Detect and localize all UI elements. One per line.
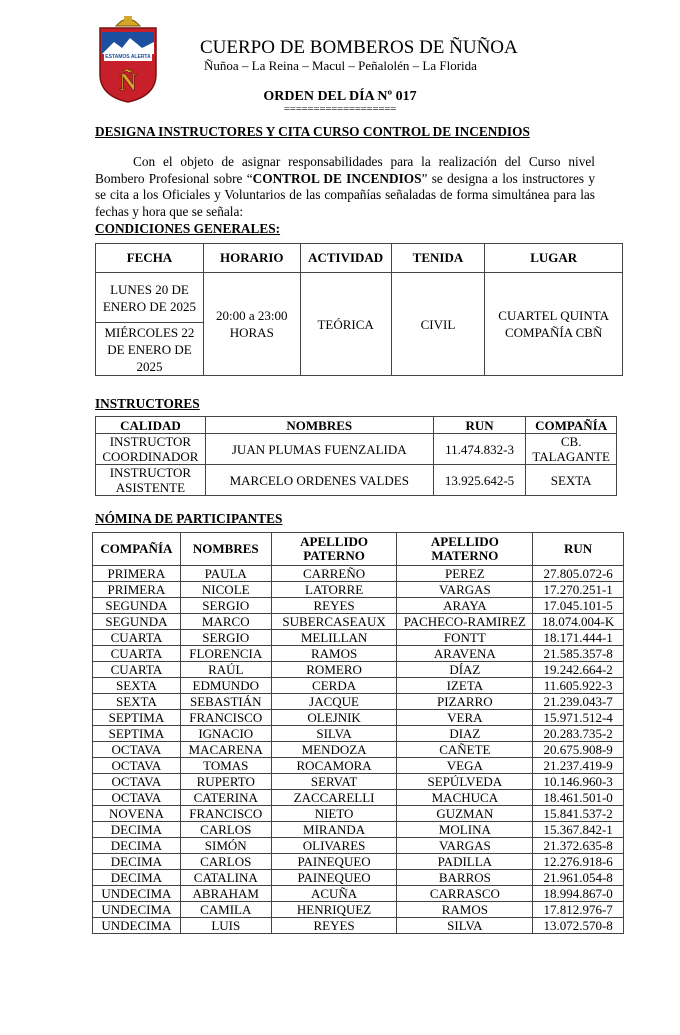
participant-maternal-surname: VERA	[397, 710, 533, 726]
intro-text-before: Con el objeto de asignar responsabilidades para la realización del Curso nivel Bombero Profesional sobre “	[95, 154, 595, 186]
participants-col-header: COMPAÑÍA	[93, 533, 181, 566]
table-row	[93, 726, 624, 742]
participant-run: 27.805.072-6	[533, 566, 624, 582]
table-row	[93, 886, 624, 902]
participant-paternal-surname: LATORRE	[271, 582, 397, 598]
participant-paternal-surname: SILVA	[271, 726, 397, 742]
participants-col-header: NOMBRES	[180, 533, 271, 566]
conditions-table	[95, 243, 623, 376]
instructors-col-header: COMPAÑÍA	[526, 417, 617, 434]
participant-run: 10.146.960-3	[533, 774, 624, 790]
table-row	[93, 694, 624, 710]
table-row	[93, 854, 624, 870]
table-row	[93, 774, 624, 790]
participant-maternal-surname: DÍAZ	[397, 662, 533, 678]
participant-maternal-surname: IZETA	[397, 678, 533, 694]
participant-paternal-surname: HENRIQUEZ	[271, 902, 397, 918]
participant-paternal-surname: ROMERO	[271, 662, 397, 678]
document-heading: DESIGNA INSTRUCTORES Y CITA CURSO CONTROL DE INCENDIOS	[95, 124, 530, 139]
instructors-header-row	[96, 417, 617, 434]
schedule-cell: 20:00 a 23:00 HORAS	[203, 273, 300, 376]
participant-company: CUARTA	[93, 662, 181, 678]
instructors-col-header: RUN	[433, 417, 526, 434]
participant-first-name: TOMAS	[180, 758, 271, 774]
instructor-run: 13.925.642-5	[433, 465, 526, 496]
participant-company: OCTAVA	[93, 758, 181, 774]
participant-first-name: CATALINA	[180, 870, 271, 886]
participant-company: CUARTA	[93, 646, 181, 662]
participant-maternal-surname: PACHECO-RAMIREZ	[397, 614, 533, 630]
participant-maternal-surname: MOLINA	[397, 822, 533, 838]
participant-paternal-surname: PAINEQUEO	[271, 870, 397, 886]
table-row	[93, 758, 624, 774]
date-cell: MIÉRCOLES 22 DE ENERO DE 2025	[96, 323, 204, 376]
participants-col-header: APELLIDO PATERNO	[271, 533, 397, 566]
intro-text-after: ” se designa a los instructores y se cita a los Oficiales y Voluntarios de las compañías señaladas de forma simultánea para las fechas y hora que se señala:	[95, 170, 595, 219]
table-row	[93, 678, 624, 694]
participant-first-name: FLORENCIA	[180, 646, 271, 662]
participant-first-name: SERGIO	[180, 630, 271, 646]
participant-company: SEPTIMA	[93, 710, 181, 726]
participant-run: 18.461.501-0	[533, 790, 624, 806]
org-name: CUERPO DE BOMBEROS DE ÑUÑOA	[200, 37, 518, 58]
attire-cell: CIVIL	[391, 273, 485, 376]
participant-paternal-surname: MENDOZA	[271, 742, 397, 758]
participant-maternal-surname: ARAVENA	[397, 646, 533, 662]
participant-paternal-surname: SERVAT	[271, 774, 397, 790]
participant-company: PRIMERA	[93, 566, 181, 582]
participant-company: UNDECIMA	[93, 918, 181, 934]
participant-first-name: SIMÓN	[180, 838, 271, 854]
participant-first-name: EDMUNDO	[180, 678, 271, 694]
instructor-role: INSTRUCTOR ASISTENTE	[96, 465, 206, 496]
participant-run: 15.367.842-1	[533, 822, 624, 838]
table-row	[93, 710, 624, 726]
intro-course: CONTROL DE INCENDIOS	[252, 170, 422, 186]
participant-maternal-surname: CARRASCO	[397, 886, 533, 902]
participant-run: 21.239.043-7	[533, 694, 624, 710]
table-row	[93, 838, 624, 854]
participant-first-name: CARLOS	[180, 854, 271, 870]
participant-run: 18.994.867-0	[533, 886, 624, 902]
participant-paternal-surname: MIRANDA	[271, 822, 397, 838]
participant-company: SEGUNDA	[93, 614, 181, 630]
participant-maternal-surname: SILVA	[397, 918, 533, 934]
participant-company: UNDECIMA	[93, 902, 181, 918]
participant-paternal-surname: CARREÑO	[271, 566, 397, 582]
org-communes: Ñuñoa – La Reina – Macul – Peñalolén – La Florida	[204, 58, 477, 73]
order-title: ORDEN DEL DÍA Nº 017	[263, 89, 417, 104]
participant-run: 17.045.101-5	[533, 598, 624, 614]
participant-first-name: MARCO	[180, 614, 271, 630]
participant-first-name: ABRAHAM	[180, 886, 271, 902]
participant-company: CUARTA	[93, 630, 181, 646]
participant-paternal-surname: CERDA	[271, 678, 397, 694]
participant-paternal-surname: MELILLAN	[271, 630, 397, 646]
participant-company: OCTAVA	[93, 742, 181, 758]
instructors-col-header: CALIDAD	[96, 417, 206, 434]
participant-company: DECIMA	[93, 870, 181, 886]
table-row	[93, 662, 624, 678]
instructor-role: INSTRUCTOR COORDINADOR	[96, 434, 206, 465]
table-row	[93, 806, 624, 822]
participant-run: 17.812.976-7	[533, 902, 624, 918]
table-row	[93, 646, 624, 662]
participant-run: 18.171.444-1	[533, 630, 624, 646]
participant-run: 20.283.735-2	[533, 726, 624, 742]
participant-first-name: SERGIO	[180, 598, 271, 614]
participant-company: SEXTA	[93, 678, 181, 694]
participant-maternal-surname: PIZARRO	[397, 694, 533, 710]
instructor-run: 11.474.832-3	[433, 434, 526, 465]
conditions-col-header: TENIDA	[391, 244, 485, 273]
table-row	[93, 918, 624, 934]
participant-first-name: PAULA	[180, 566, 271, 582]
conditions-col-header: LUGAR	[485, 244, 623, 273]
participant-run: 18.074.004-K	[533, 614, 624, 630]
participant-maternal-surname: CAÑETE	[397, 742, 533, 758]
instructor-company: SEXTA	[526, 465, 617, 496]
participant-maternal-surname: PADILLA	[397, 854, 533, 870]
participant-company: UNDECIMA	[93, 886, 181, 902]
place-cell: CUARTEL QUINTA COMPAÑÍA CBÑ	[485, 273, 623, 376]
participant-company: DECIMA	[93, 854, 181, 870]
participants-header-row	[93, 533, 624, 566]
table-row	[93, 614, 624, 630]
intro-paragraph	[95, 154, 595, 220]
participants-table	[92, 532, 624, 934]
participant-paternal-surname: NIETO	[271, 806, 397, 822]
participant-paternal-surname: ACUÑA	[271, 886, 397, 902]
participant-run: 21.585.357-8	[533, 646, 624, 662]
date-cell: LUNES 20 DE ENERO DE 2025	[96, 273, 204, 323]
participant-maternal-surname: VARGAS	[397, 838, 533, 854]
conditions-col-header: HORARIO	[203, 244, 300, 273]
participant-run: 20.675.908-9	[533, 742, 624, 758]
participant-company: OCTAVA	[93, 790, 181, 806]
participant-first-name: CATERINA	[180, 790, 271, 806]
conditions-col-header: FECHA	[96, 244, 204, 273]
table-row	[93, 790, 624, 806]
participant-first-name: FRANCISCO	[180, 710, 271, 726]
participant-maternal-surname: VEGA	[397, 758, 533, 774]
participant-run: 19.242.664-2	[533, 662, 624, 678]
participant-company: PRIMERA	[93, 582, 181, 598]
table-row	[93, 902, 624, 918]
participant-paternal-surname: OLEJNIK	[271, 710, 397, 726]
participant-first-name: FRANCISCO	[180, 806, 271, 822]
participant-paternal-surname: SUBERCASEAUX	[271, 614, 397, 630]
order-rule: ===================	[283, 103, 397, 115]
participant-first-name: LUIS	[180, 918, 271, 934]
participant-first-name: RAÚL	[180, 662, 271, 678]
participant-maternal-surname: VARGAS	[397, 582, 533, 598]
table-row	[93, 822, 624, 838]
conditions-col-header: ACTIVIDAD	[300, 244, 391, 273]
participant-first-name: NICOLE	[180, 582, 271, 598]
participant-first-name: IGNACIO	[180, 726, 271, 742]
participant-first-name: RUPERTO	[180, 774, 271, 790]
instructor-row	[96, 434, 617, 465]
instructor-company: CB. TALAGANTE	[526, 434, 617, 465]
crest-motto: ESTAMOS ALERTA	[105, 54, 151, 60]
participant-paternal-surname: OLIVARES	[271, 838, 397, 854]
participant-paternal-surname: ROCAMORA	[271, 758, 397, 774]
participant-paternal-surname: REYES	[271, 918, 397, 934]
table-row	[93, 630, 624, 646]
table-row	[93, 566, 624, 582]
conditions-row	[96, 273, 623, 323]
participant-first-name: SEBASTIÁN	[180, 694, 271, 710]
participant-run: 21.372.635-8	[533, 838, 624, 854]
instructor-row	[96, 465, 617, 496]
participant-paternal-surname: REYES	[271, 598, 397, 614]
participant-paternal-surname: RAMOS	[271, 646, 397, 662]
participants-col-header: APELLIDO MATERNO	[397, 533, 533, 566]
activity-cell: TEÓRICA	[300, 273, 391, 376]
participant-first-name: CARLOS	[180, 822, 271, 838]
participant-run: 21.237.419-9	[533, 758, 624, 774]
participant-run: 17.270.251-1	[533, 582, 624, 598]
table-row	[93, 582, 624, 598]
participant-run: 13.072.570-8	[533, 918, 624, 934]
instructors-table	[95, 416, 617, 496]
participant-maternal-surname: MACHUCA	[397, 790, 533, 806]
participant-company: SEPTIMA	[93, 726, 181, 742]
conditions-heading: CONDICIONES GENERALES:	[95, 221, 281, 236]
table-row	[93, 870, 624, 886]
participant-paternal-surname: PAINEQUEO	[271, 854, 397, 870]
participant-maternal-surname: BARROS	[397, 870, 533, 886]
participant-paternal-surname: ZACCARELLI	[271, 790, 397, 806]
svg-text:Ñ: Ñ	[119, 70, 137, 96]
instructors-heading: INSTRUCTORES	[95, 396, 200, 411]
participant-run: 12.276.918-6	[533, 854, 624, 870]
participant-company: SEXTA	[93, 694, 181, 710]
participant-maternal-surname: SEPÚLVEDA	[397, 774, 533, 790]
participant-maternal-surname: PEREZ	[397, 566, 533, 582]
participant-maternal-surname: ARAYA	[397, 598, 533, 614]
participant-maternal-surname: RAMOS	[397, 902, 533, 918]
participant-maternal-surname: GUZMAN	[397, 806, 533, 822]
table-row	[93, 742, 624, 758]
participant-run: 15.971.512-4	[533, 710, 624, 726]
participant-company: DECIMA	[93, 838, 181, 854]
instructors-col-header: NOMBRES	[205, 417, 433, 434]
participant-run: 11.605.922-3	[533, 678, 624, 694]
table-row	[93, 598, 624, 614]
instructor-name: JUAN PLUMAS FUENZALIDA	[205, 434, 433, 465]
participants-heading: NÓMINA DE PARTICIPANTES	[95, 511, 283, 526]
participant-company: NOVENA	[93, 806, 181, 822]
participant-run: 15.841.537-2	[533, 806, 624, 822]
participant-run: 21.961.054-8	[533, 870, 624, 886]
participant-maternal-surname: DIAZ	[397, 726, 533, 742]
conditions-header-row	[96, 244, 623, 273]
participant-paternal-surname: JACQUE	[271, 694, 397, 710]
participants-col-header: RUN	[533, 533, 624, 566]
participant-first-name: CAMILA	[180, 902, 271, 918]
instructor-name: MARCELO ORDENES VALDES	[205, 465, 433, 496]
participant-company: OCTAVA	[93, 774, 181, 790]
participant-first-name: MACARENA	[180, 742, 271, 758]
participant-company: DECIMA	[93, 822, 181, 838]
participant-company: SEGUNDA	[93, 598, 181, 614]
participant-maternal-surname: FONTT	[397, 630, 533, 646]
